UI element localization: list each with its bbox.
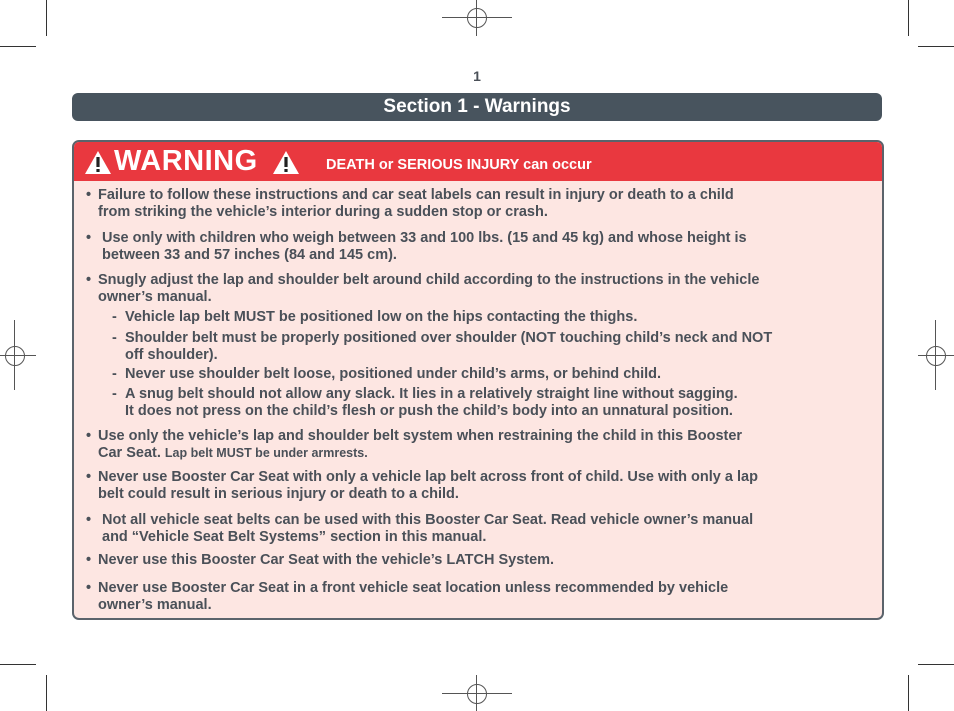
warning-triangle-icon [84,150,112,175]
dash: - [112,330,117,346]
list-item-text: Never use Booster Car Seat with only a vehicle lap belt across front of child. Use with only a lap [98,469,758,485]
list-item-text: from striking the vehicle’s interior during a sudden stop or crash. [98,204,548,220]
registration-line [442,17,512,18]
crop-mark [908,0,909,36]
dash: - [112,309,117,325]
list-item-text: and “Vehicle Seat Belt Systems” section in this manual. [102,529,487,545]
registration-line [442,693,512,694]
list-item-note: Lap belt MUST be under armrests. [164,446,368,460]
list-item-text: owner’s manual. [98,597,212,613]
sub-item-text: Never use shoulder belt loose, positioned under child’s arms, or behind child. [125,366,662,382]
registration-line [918,355,954,356]
list-item-text: between 33 and 57 inches (84 and 145 cm). [102,247,397,263]
crop-mark [46,675,47,711]
warning-subtitle: DEATH or SERIOUS INJURY can occur [326,157,592,173]
list-item-text: Never use Booster Car Seat in a front vehicle seat location unless recommended by vehicle [98,580,729,596]
section-title-bar [72,93,882,121]
bullet: • [86,580,92,596]
list-item-text: Failure to follow these instructions and car seat labels can result in injury or death to a child [98,187,734,203]
list-item-text: owner’s manual. [98,289,212,305]
crop-mark [0,664,36,665]
registration-line [0,355,36,356]
dash: - [112,366,117,382]
list-item-text-fragment: Car Seat. [98,445,161,461]
list-item-text: Never use this Booster Car Seat with the vehicle’s LATCH System. [98,552,555,568]
bullet: • [86,552,92,568]
sub-item-text: off shoulder). [125,347,218,363]
registration-line [935,320,936,390]
bullet: • [86,469,92,485]
sub-item-text: Vehicle lap belt MUST be positioned low on the hips contacting the thighs. [125,309,638,325]
sub-item-text: A snug belt should not allow any slack. It lies in a relatively straight line without sagging. [125,386,738,402]
list-item-text [98,445,368,462]
bullet: • [86,230,92,246]
warning-header [74,142,882,181]
sub-item-text: Shoulder belt must be properly positioned over shoulder (NOT touching child’s neck and NOT [125,330,773,346]
crop-mark [908,675,909,711]
registration-mark-icon [467,8,487,28]
crop-mark [918,46,954,47]
bullet: • [86,428,92,444]
list-item-text: Use only with children who weigh between 33 and 100 lbs. (15 and 45 kg) and whose height is [102,230,747,246]
registration-line [476,675,477,711]
crop-mark [918,664,954,665]
dash: - [112,386,117,402]
registration-mark-icon [5,346,25,366]
registration-mark-icon [926,346,946,366]
warning-triangle-icon [272,150,300,175]
bullet: • [86,512,92,528]
crop-mark [46,0,47,36]
list-item-text: Snugly adjust the lap and shoulder belt around child according to the instructions in the vehicle [98,272,760,288]
warning-word: WARNING [114,145,258,177]
list-item-text: belt could result in serious injury or death to a child. [98,486,459,502]
list-item-text: Not all vehicle seat belts can be used with this Booster Car Seat. Read vehicle owner’s manual [102,512,754,528]
section-title: Section 1 - Warnings [383,96,571,117]
bullet: • [86,272,92,288]
warning-box [72,140,884,620]
list-item-text: Use only the vehicle’s lap and shoulder belt system when restraining the child in this Booster [98,428,743,444]
bullet: • [86,187,92,203]
sub-item-text: It does not press on the child’s flesh or push the child’s body into an unnatural position. [125,403,733,419]
page-number: 1 [473,68,481,84]
registration-line [14,320,15,390]
registration-line [476,0,477,36]
crop-mark [0,46,36,47]
registration-mark-icon [467,684,487,704]
